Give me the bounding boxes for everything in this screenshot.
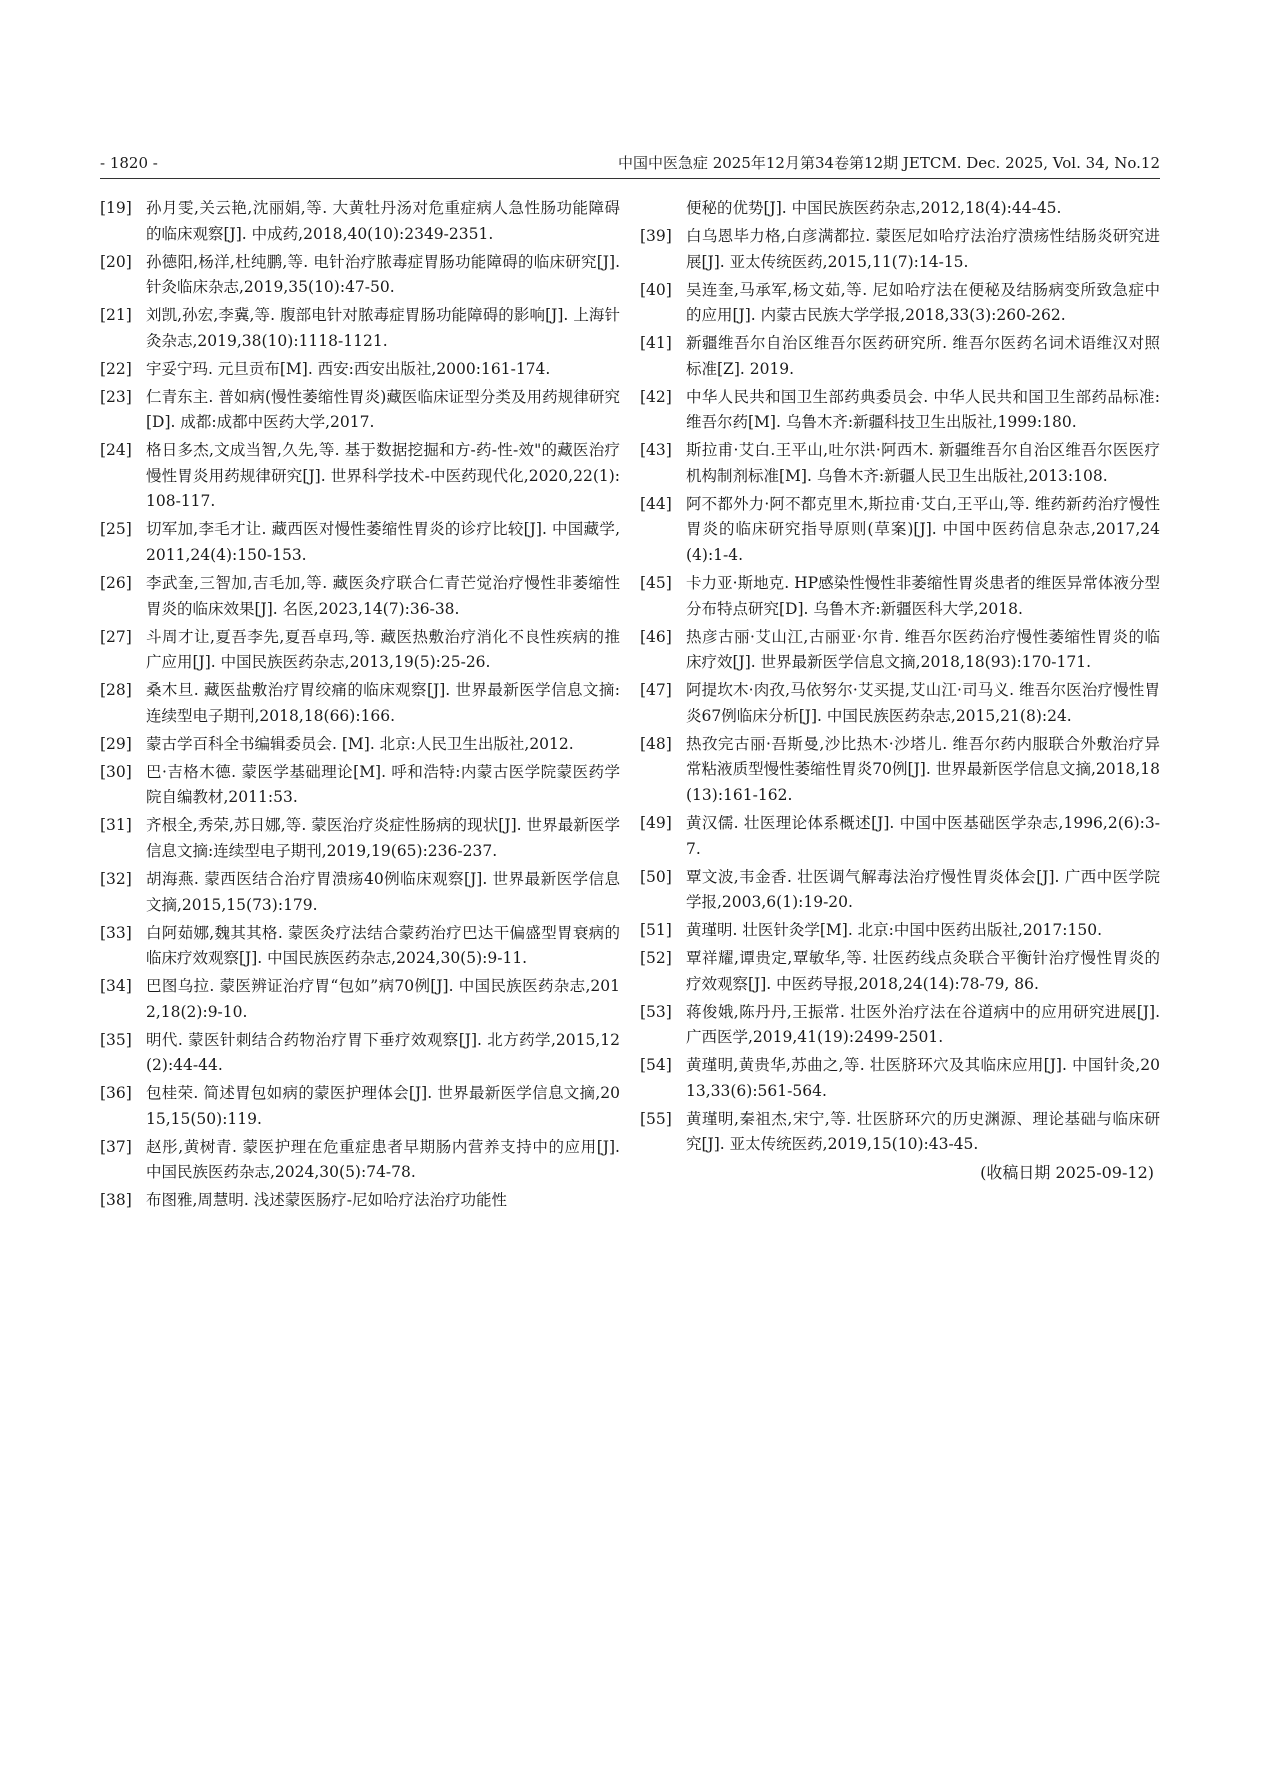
reference-text: 切军加,李毛才让. 藏西医对慢性萎缩性胃炎的诊疗比较[J]. 中国藏学,2011,24(4):150-153. bbox=[146, 520, 620, 565]
reference-text: 包桂荣. 简述胃包如病的蒙医护理体会[J]. 世界最新医学信息文摘,2015,15(50):119. bbox=[146, 1084, 620, 1128]
reference-text: 胡海燕. 蒙西医结合治疗胃溃疡40例临床观察[J]. 世界最新医学信息文摘,2015,15(73):179. bbox=[146, 869, 620, 914]
reference-entry bbox=[640, 732, 1160, 809]
reference-entry bbox=[640, 196, 1160, 222]
reference-entry bbox=[100, 571, 620, 622]
reference-number: [31] bbox=[100, 816, 132, 835]
reference-number: [46] bbox=[640, 627, 672, 646]
reference-entry bbox=[100, 1028, 620, 1079]
reference-text: 巴图乌拉. 蒙医辨证治疗胃“包如”病70例[J]. 中国民族医药杂志,2012,18(2):9-10. bbox=[146, 977, 620, 1021]
reference-text: 覃文波,韦金香. 壮医调气解毒法治疗慢性胃炎体会[J]. 广西中医学院学报,2003,6(1):19-20. bbox=[686, 867, 1160, 912]
reference-entry bbox=[100, 438, 620, 515]
reference-number: [19] bbox=[100, 199, 132, 217]
references-right-column bbox=[640, 196, 1160, 1186]
reference-text: 宇妥宁玛. 元旦贡布[M]. 西安:西安出版社,2000:161-174. bbox=[146, 359, 551, 378]
reference-text: 热彦古丽·艾山江,古丽亚·尔肯. 维吾尔医药治疗慢性萎缩性胃炎的临床疗效[J]. 世界最新医学信息文摘,2018,18(93):170-171. bbox=[686, 627, 1160, 672]
reference-text: 赵彤,黄树青. 蒙医护理在危重症患者早期肠内营养支持中的应用[J]. 中国民族医药杂志,2024,30(5):74-78. bbox=[146, 1137, 620, 1182]
reference-entry bbox=[640, 865, 1160, 916]
reference-number: [43] bbox=[640, 441, 672, 460]
reference-text: 白阿茹娜,魏其其格. 蒙医灸疗法结合蒙药治疗巴达干偏盛型胃衰病的临床疗效观察[J]. 中国民族医药杂志,2024,30(5):9-11. bbox=[146, 923, 620, 968]
reference-number: [24] bbox=[100, 441, 132, 460]
reference-text: 便秘的优势[J]. 中国民族医药杂志,2012,18(4):44-45. bbox=[686, 199, 1062, 217]
reference-text: 齐根全,秀荣,苏日娜,等. 蒙医治疗炎症性肠病的现状[J]. 世界最新医学信息文摘:连续型电子期刊,2019,19(65):236-237. bbox=[146, 816, 620, 860]
reference-entry bbox=[100, 385, 620, 436]
reference-entry bbox=[100, 678, 620, 729]
reference-entry bbox=[640, 278, 1160, 329]
reference-entry bbox=[640, 385, 1160, 436]
reference-text: 覃祥耀,谭贵定,覃敏华,等. 壮医药线点灸联合平衡针治疗慢性胃炎的疗效观察[J]. 中医药导报,2018,24(14):78-79, 86. bbox=[686, 949, 1160, 993]
reference-number: [49] bbox=[640, 813, 672, 832]
reference-number: [27] bbox=[100, 627, 132, 646]
reference-entry bbox=[100, 760, 620, 811]
reference-entry bbox=[640, 678, 1160, 729]
reference-text: 卡力亚·斯地克. HP感染性慢性非萎缩性胃炎患者的维医异常体液分型分布特点研究[D]. 乌鲁木齐:新疆医科大学,2018. bbox=[686, 574, 1160, 618]
reference-number: [38] bbox=[100, 1191, 132, 1210]
reference-number: [20] bbox=[100, 252, 132, 271]
reference-number: [25] bbox=[100, 520, 132, 539]
page-header bbox=[100, 152, 1160, 174]
reference-entry bbox=[640, 331, 1160, 382]
reference-text: 斯拉甫·艾白.王平山,吐尔洪·阿西木. 新疆维吾尔自治区维吾尔医医疗机构制剂标准[M]. 乌鲁木齐:新疆人民卫生出版社,2013:108. bbox=[686, 441, 1160, 485]
reference-text: 中华人民共和国卫生部药典委员会. 中华人民共和国卫生部药品标准:维吾尔药[M]. 乌鲁木齐:新疆科技卫生出版社,1999:180. bbox=[686, 387, 1160, 432]
reference-text: 明代. 蒙医针刺结合药物治疗胃下垂疗效观察[J]. 北方药学,2015,12(2):44-44. bbox=[146, 1030, 620, 1075]
reference-text: 孙月雯,关云艳,沈丽娟,等. 大黄牡丹汤对危重症病人急性肠功能障碍的临床观察[J]. 中成药,2018,40(10):2349-2351. bbox=[146, 199, 620, 243]
reference-entry bbox=[100, 1135, 620, 1186]
reference-number: [50] bbox=[640, 867, 672, 886]
reference-number: [21] bbox=[100, 306, 132, 325]
reference-text: 阿不都外力·阿不都克里木,斯拉甫·艾白,王平山,等. 维药新药治疗慢性胃炎的临床研究指导原则(草案)[J]. 中国中医药信息杂志,2017,24(4):1-4. bbox=[686, 494, 1160, 565]
reference-entry bbox=[100, 867, 620, 918]
reference-text: 黄瑾明. 壮医针灸学[M]. 北京:中国中医药出版社,2017:150. bbox=[686, 921, 1103, 940]
reference-entry bbox=[640, 1107, 1160, 1158]
reference-text: 巴·吉格木德. 蒙医学基础理论[M]. 呼和浩特:内蒙古医学院蒙医药学院自编教材,2011:53. bbox=[146, 762, 620, 807]
journal-info: 中国中医急症 2025年12月第34卷第12期 JETCM. Dec. 2025, Vol. 34, No.12 bbox=[617, 154, 1160, 172]
reference-number: [35] bbox=[100, 1030, 132, 1049]
reference-text: 热孜完古丽·吾斯曼,沙比热木·沙塔儿. 维吾尔药内服联合外敷治疗异常粘液质型慢性萎缩性胃炎70例[J]. 世界最新医学信息文摘,2018,18(13):161-162. bbox=[686, 734, 1160, 804]
reference-number: [39] bbox=[640, 226, 672, 245]
reference-entry bbox=[640, 492, 1160, 569]
reference-number: [51] bbox=[640, 921, 672, 940]
reference-entry bbox=[100, 974, 620, 1025]
reference-text: 孙德阳,杨洋,杜纯鹏,等. 电针治疗脓毒症胃肠功能障碍的临床研究[J]. 针灸临床杂志,2019,35(10):47-50. bbox=[146, 252, 620, 297]
page-number: - 1820 - bbox=[100, 154, 158, 172]
reference-text: 黄瑾明,黄贵华,苏曲之,等. 壮医脐环穴及其临床应用[J]. 中国针灸,2013,33(6):561-564. bbox=[686, 1056, 1160, 1100]
reference-number: [45] bbox=[640, 574, 672, 593]
reference-number: [55] bbox=[640, 1109, 672, 1128]
reference-entry bbox=[100, 303, 620, 354]
reference-text: 新疆维吾尔自治区维吾尔医药研究所. 维吾尔医药名词术语维汉对照标准[Z]. 2019. bbox=[686, 334, 1160, 378]
reference-text: 桑木旦. 藏医盐敷治疗胃绞痛的临床观察[J]. 世界最新医学信息文摘:连续型电子期刊,2018,18(66):166. bbox=[146, 681, 620, 725]
reference-text: 斗周才让,夏吾李先,夏吾卓玛,等. 藏医热敷治疗消化不良性疾病的推广应用[J]. 中国民族医药杂志,2013,19(5):25-26. bbox=[146, 627, 620, 672]
reference-text: 蒋俊娥,陈丹丹,王振常. 壮医外治疗法在谷道病中的应用研究进展[J]. 广西医学,2019,41(19):2499-2501. bbox=[686, 1002, 1160, 1047]
reference-number: [26] bbox=[100, 574, 132, 593]
reference-number: [34] bbox=[100, 977, 132, 996]
reference-entry bbox=[100, 357, 620, 383]
reference-number: [47] bbox=[640, 681, 672, 700]
reference-text: 白乌恩毕力格,白彦满都拉. 蒙医尼如哈疗法治疗溃疡性结肠炎研究进展[J]. 亚太传统医药,2015,11(7):14-15. bbox=[686, 226, 1160, 271]
header-rule bbox=[100, 178, 1160, 179]
reference-number: [29] bbox=[100, 734, 132, 753]
reference-entry bbox=[100, 625, 620, 676]
reference-number: [44] bbox=[640, 494, 672, 513]
reference-entry bbox=[100, 1081, 620, 1132]
reference-text: 格日多杰,文成当智,久先,等. 基于数据挖掘和方-药-性-效"的藏医治疗慢性胃炎用药规律研究[J]. 世界科学技术-中医药现代化,2020,22(1):108-117. bbox=[146, 441, 620, 511]
reference-number: [36] bbox=[100, 1084, 132, 1103]
reference-number: [40] bbox=[640, 280, 672, 299]
reference-entry bbox=[100, 813, 620, 864]
reference-number: [42] bbox=[640, 387, 672, 406]
reference-text: 布图雅,周慧明. 浅述蒙医肠疗-尼如哈疗法治疗功能性 bbox=[146, 1191, 508, 1210]
reference-text: 刘凯,孙宏,李冀,等. 腹部电针对脓毒症胃肠功能障碍的影响[J]. 上海针灸杂志,2019,38(10):1118-1121. bbox=[146, 306, 620, 350]
reference-entry bbox=[640, 625, 1160, 676]
reference-entry bbox=[640, 1053, 1160, 1104]
reference-entry bbox=[640, 918, 1160, 944]
reference-entry bbox=[640, 1000, 1160, 1051]
reference-number: [37] bbox=[100, 1137, 132, 1156]
reference-number: [23] bbox=[100, 387, 132, 406]
reference-entry bbox=[640, 571, 1160, 622]
reference-text: 蒙古学百科全书编辑委员会. [M]. 北京:人民卫生出版社,2012. bbox=[146, 734, 574, 753]
reference-number: [32] bbox=[100, 869, 132, 888]
received-date: (收稿日期 2025-09-12) bbox=[980, 1163, 1154, 1183]
reference-entry bbox=[640, 438, 1160, 489]
reference-number: [52] bbox=[640, 949, 672, 968]
reference-number: [54] bbox=[640, 1056, 672, 1075]
reference-number bbox=[640, 196, 686, 222]
reference-text: 黄汉儒. 壮医理论体系概述[J]. 中国中医基础医学杂志,1996,2(6):3-7. bbox=[686, 813, 1160, 858]
reference-number: [28] bbox=[100, 681, 132, 700]
reference-entry bbox=[640, 946, 1160, 997]
reference-entry bbox=[100, 517, 620, 568]
reference-entry bbox=[100, 921, 620, 972]
reference-entry bbox=[100, 1188, 620, 1214]
reference-number: [41] bbox=[640, 334, 672, 353]
reference-number: [22] bbox=[100, 359, 132, 378]
reference-number: [53] bbox=[640, 1002, 672, 1021]
reference-text: 阿提坎木·肉孜,马依努尔·艾买提,艾山江·司马义. 维吾尔医治疗慢性胃炎67例临床分析[J]. 中国民族医药杂志,2015,21(8):24. bbox=[686, 681, 1160, 725]
reference-text: 吴连奎,马承军,杨文茹,等. 尼如哈疗法在便秘及结肠病变所致急症中的应用[J]. 内蒙古民族大学学报,2018,33(3):260-262. bbox=[686, 280, 1160, 325]
reference-entry bbox=[100, 250, 620, 301]
references-left-column bbox=[100, 196, 620, 1216]
reference-number: [33] bbox=[100, 923, 132, 942]
reference-text: 仁青东主. 普如病(慢性萎缩性胃炎)藏医临床证型分类及用药规律研究[D]. 成都:成都中医药大学,2017. bbox=[146, 387, 620, 432]
reference-entry bbox=[100, 732, 620, 758]
reference-number: [30] bbox=[100, 762, 132, 781]
reference-text: 李武奎,三智加,吉毛加,等. 藏医灸疗联合仁青芒觉治疗慢性非萎缩性胃炎的临床效果[J]. 名医,2023,14(7):36-38. bbox=[146, 574, 620, 618]
reference-number: [48] bbox=[640, 734, 672, 753]
reference-entry bbox=[640, 811, 1160, 862]
reference-entry bbox=[640, 224, 1160, 275]
reference-text: 黄瑾明,秦祖杰,宋宁,等. 壮医脐环穴的历史渊源、理论基础与临床研究[J]. 亚太传统医药,2019,15(10):43-45. bbox=[686, 1109, 1160, 1154]
reference-entry bbox=[100, 196, 620, 247]
